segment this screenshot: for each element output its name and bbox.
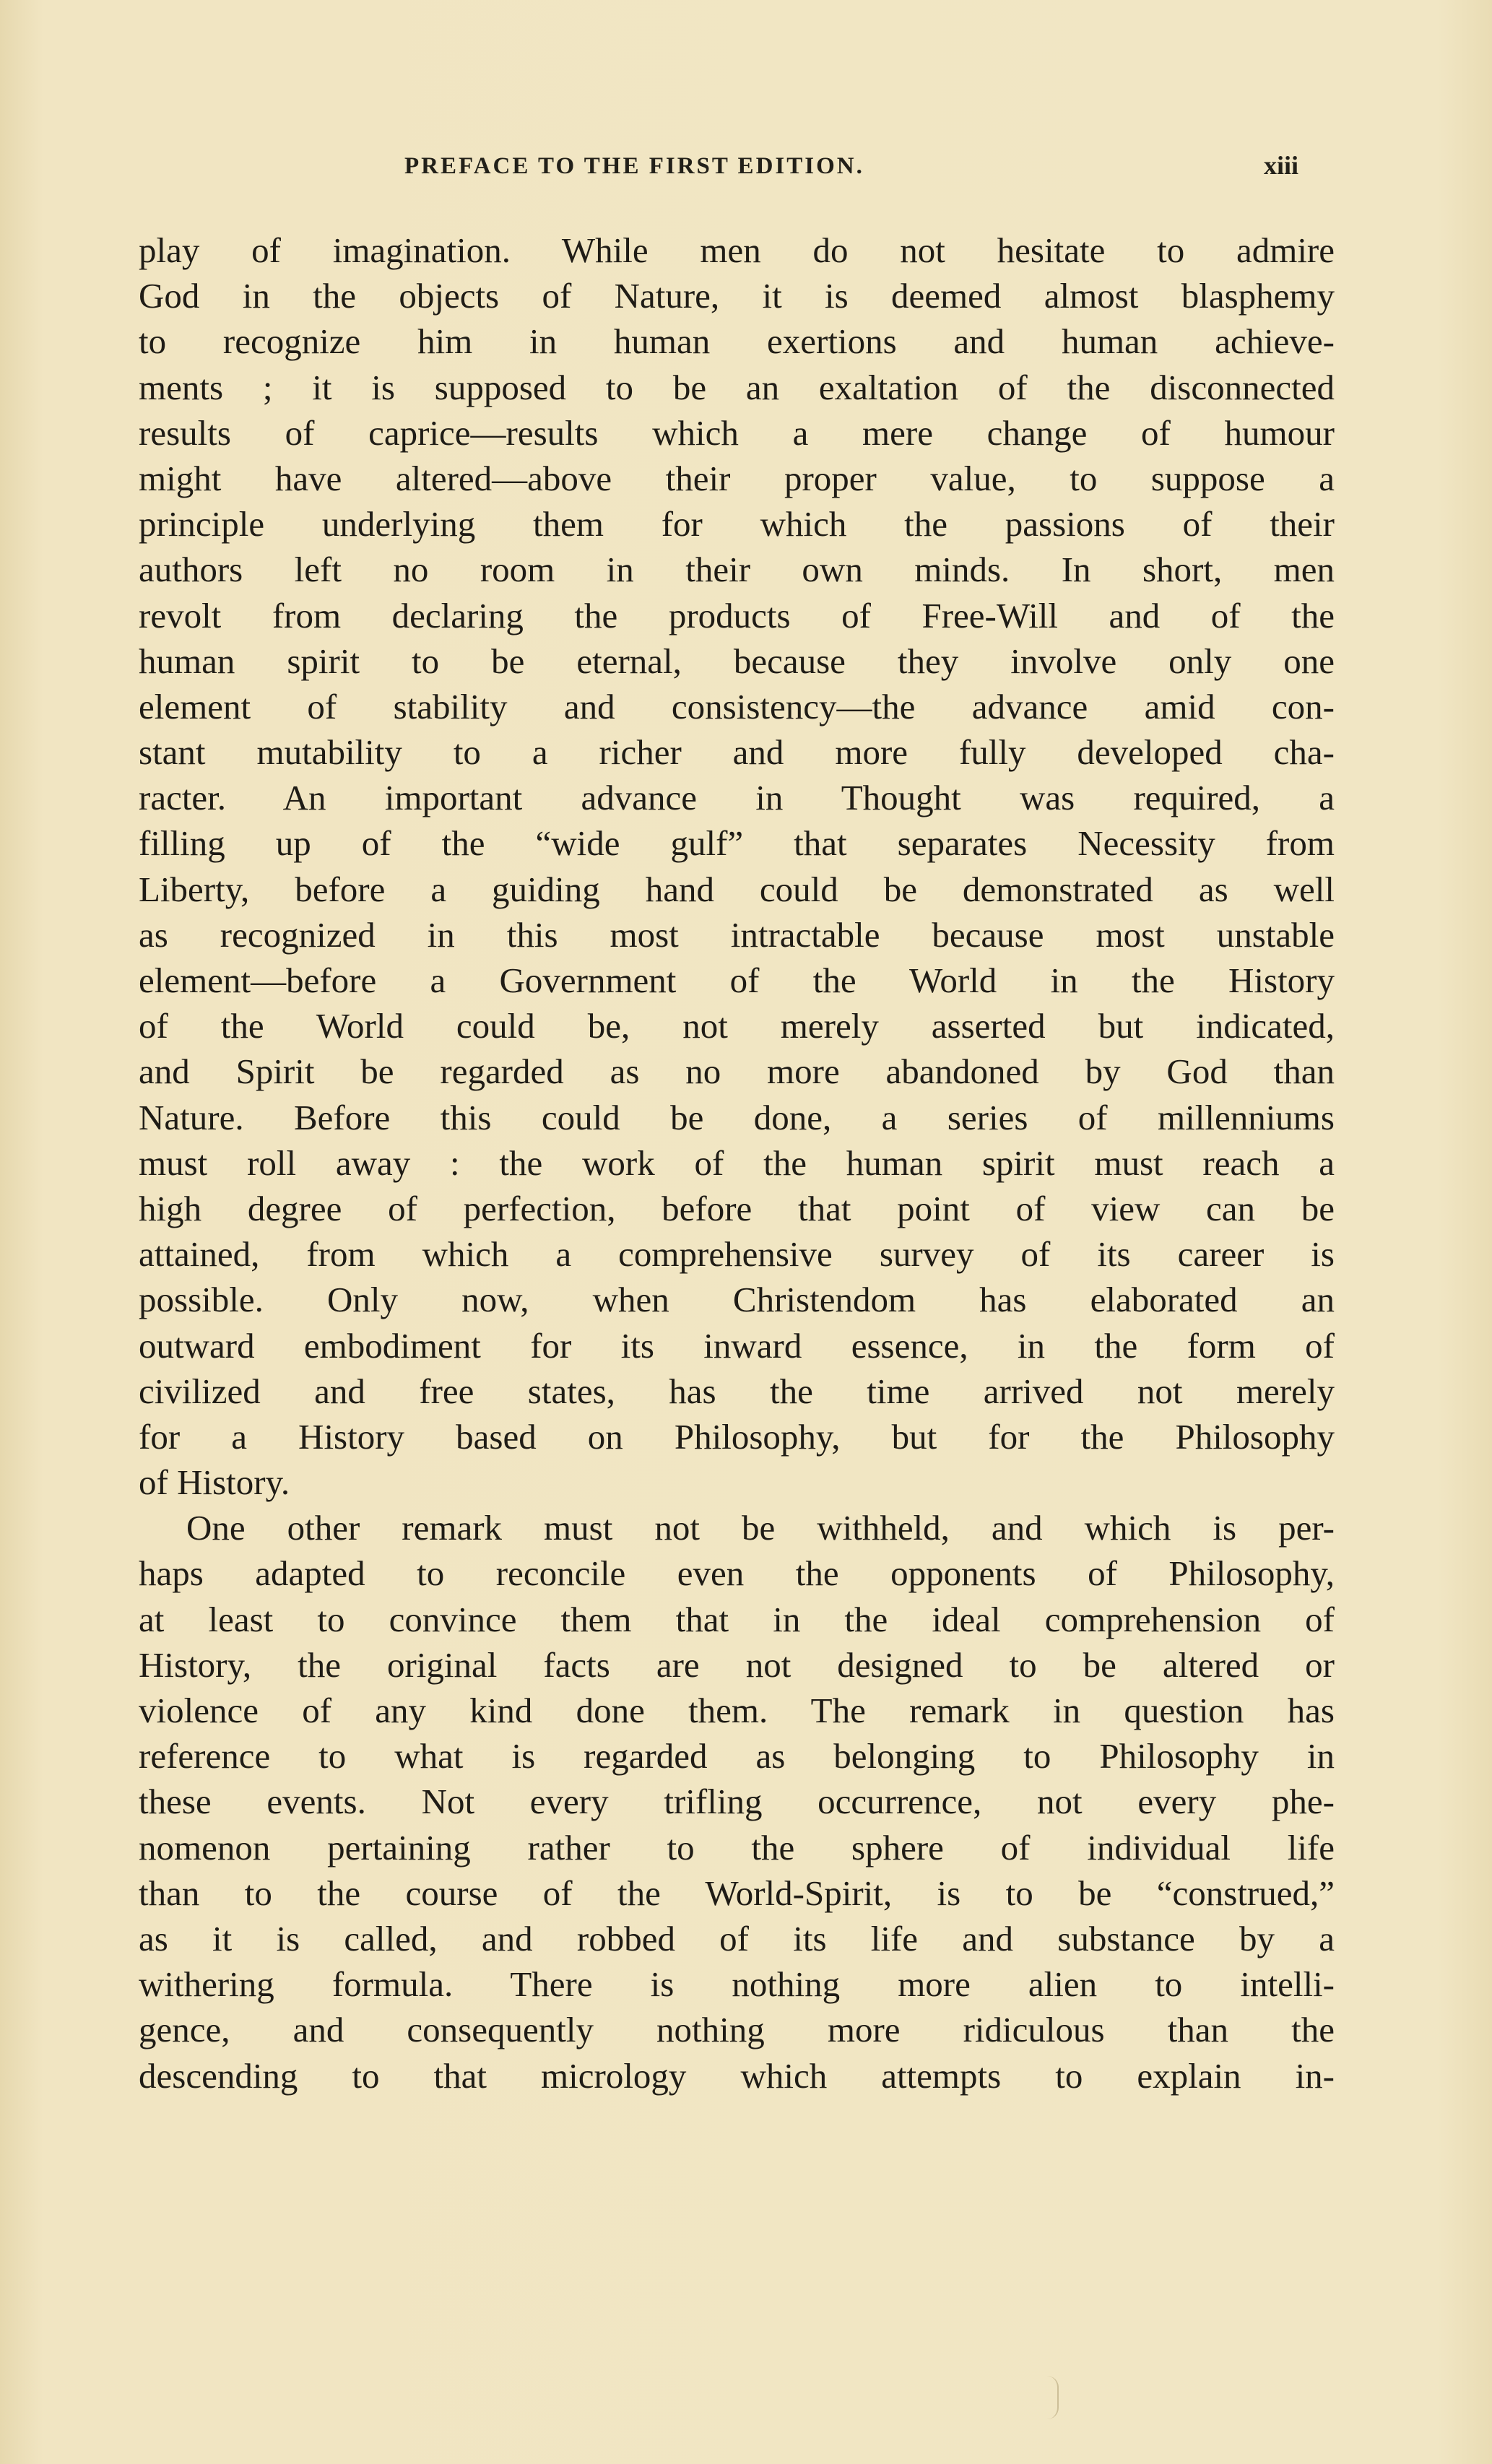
text-line: must roll away : the work of the human spirit must reach a bbox=[139, 1142, 1335, 1183]
page-number: xiii bbox=[1264, 151, 1299, 180]
text-line: civilized and free states, has the time arrived not merely bbox=[139, 1371, 1335, 1411]
text-line: human spirit to be eternal, because they involve only one bbox=[139, 641, 1335, 681]
text-line: these events. Not every trifling occurrence, not every phe- bbox=[139, 1782, 1335, 1822]
text-line: possible. Only now, when Christendom has elaborated an bbox=[139, 1280, 1335, 1320]
text-line: revolt from declaring the products of Free-Will and of the bbox=[139, 595, 1335, 635]
text-line: element—before a Government of the World in the History bbox=[139, 960, 1335, 1000]
text-line: History, the original facts are not designed to be altered or bbox=[139, 1644, 1335, 1685]
text-line: results of caprice—results which a mere change of humour bbox=[139, 412, 1335, 453]
text-line: for a History based on Philosophy, but for the Philosophy bbox=[139, 1416, 1335, 1457]
text-line: violence of any kind done them. The remark in question has bbox=[139, 1691, 1335, 1730]
running-title: PREFACE TO THE FIRST EDITION. bbox=[404, 153, 864, 179]
text-line: withering formula. There is nothing more alien to intelli- bbox=[139, 1964, 1335, 2005]
text-line: attained, from which a comprehensive survey of its career is bbox=[139, 1234, 1335, 1275]
paragraph-start-line: One other remark must not be withheld, and which is per- bbox=[186, 1508, 1335, 1548]
text-line: racter. An important advance in Thought was required, a bbox=[139, 778, 1335, 818]
text-line: at least to convince them that in the ideal comprehension of bbox=[139, 1599, 1335, 1639]
text-line: play of imagination. While men do not hesitate to admire bbox=[139, 230, 1335, 270]
paragraph-end-line: of History. bbox=[139, 1462, 290, 1503]
text-line: as recognized in this most intractable because most unstable bbox=[139, 914, 1335, 955]
text-line: of the World could be, not merely asserted but indicated, bbox=[139, 1006, 1335, 1046]
text-line: might have altered—above their proper value, to suppose a bbox=[139, 458, 1335, 498]
body-text bbox=[139, 227, 1335, 2099]
text-line: filling up of the “wide gulf” that separates Necessity from bbox=[139, 823, 1335, 864]
text-line: and Spirit be regarded as no more abandoned by God than bbox=[139, 1051, 1335, 1092]
text-line: high degree of perfection, before that point of view can be bbox=[139, 1188, 1335, 1228]
text-line: haps adapted to reconcile even the opponents of Philosophy, bbox=[139, 1553, 1335, 1594]
text-line: as it is called, and robbed of its life and substance by a bbox=[139, 1918, 1335, 1958]
text-line: ments ; it is supposed to be an exaltation of the disconnected bbox=[139, 367, 1335, 407]
text-line: Liberty, before a guiding hand could be demonstrated as well bbox=[139, 869, 1335, 909]
text-line: outward embodiment for its inward essence, in the form of bbox=[139, 1325, 1335, 1366]
text-line: gence, and consequently nothing more ridiculous than the bbox=[139, 2010, 1335, 2050]
text-line: God in the objects of Nature, it is deemed almost blasphemy bbox=[139, 276, 1335, 316]
text-line: descending to that micrology which attempts to explain in- bbox=[139, 2055, 1335, 2096]
text-line: stant mutability to a richer and more fully developed cha- bbox=[139, 732, 1335, 773]
text-line: element of stability and consistency—the advance amid con- bbox=[139, 686, 1335, 726]
text-line: nomenon pertaining rather to the sphere of individual life bbox=[139, 1827, 1335, 1867]
text-line: principle underlying them for which the passions of their bbox=[139, 504, 1335, 545]
paper-mark bbox=[1047, 2376, 1059, 2419]
text-line: to recognize him in human exertions and human achieve- bbox=[139, 321, 1335, 362]
text-line: than to the course of the World-Spirit, is to be “construed,” bbox=[139, 1873, 1335, 1913]
text-line: reference to what is regarded as belonging to Philosophy in bbox=[139, 1736, 1335, 1777]
text-line: authors left no room in their own minds. In short, men bbox=[139, 550, 1335, 590]
text-line: Nature. Before this could be done, a series of millenniums bbox=[139, 1097, 1335, 1137]
